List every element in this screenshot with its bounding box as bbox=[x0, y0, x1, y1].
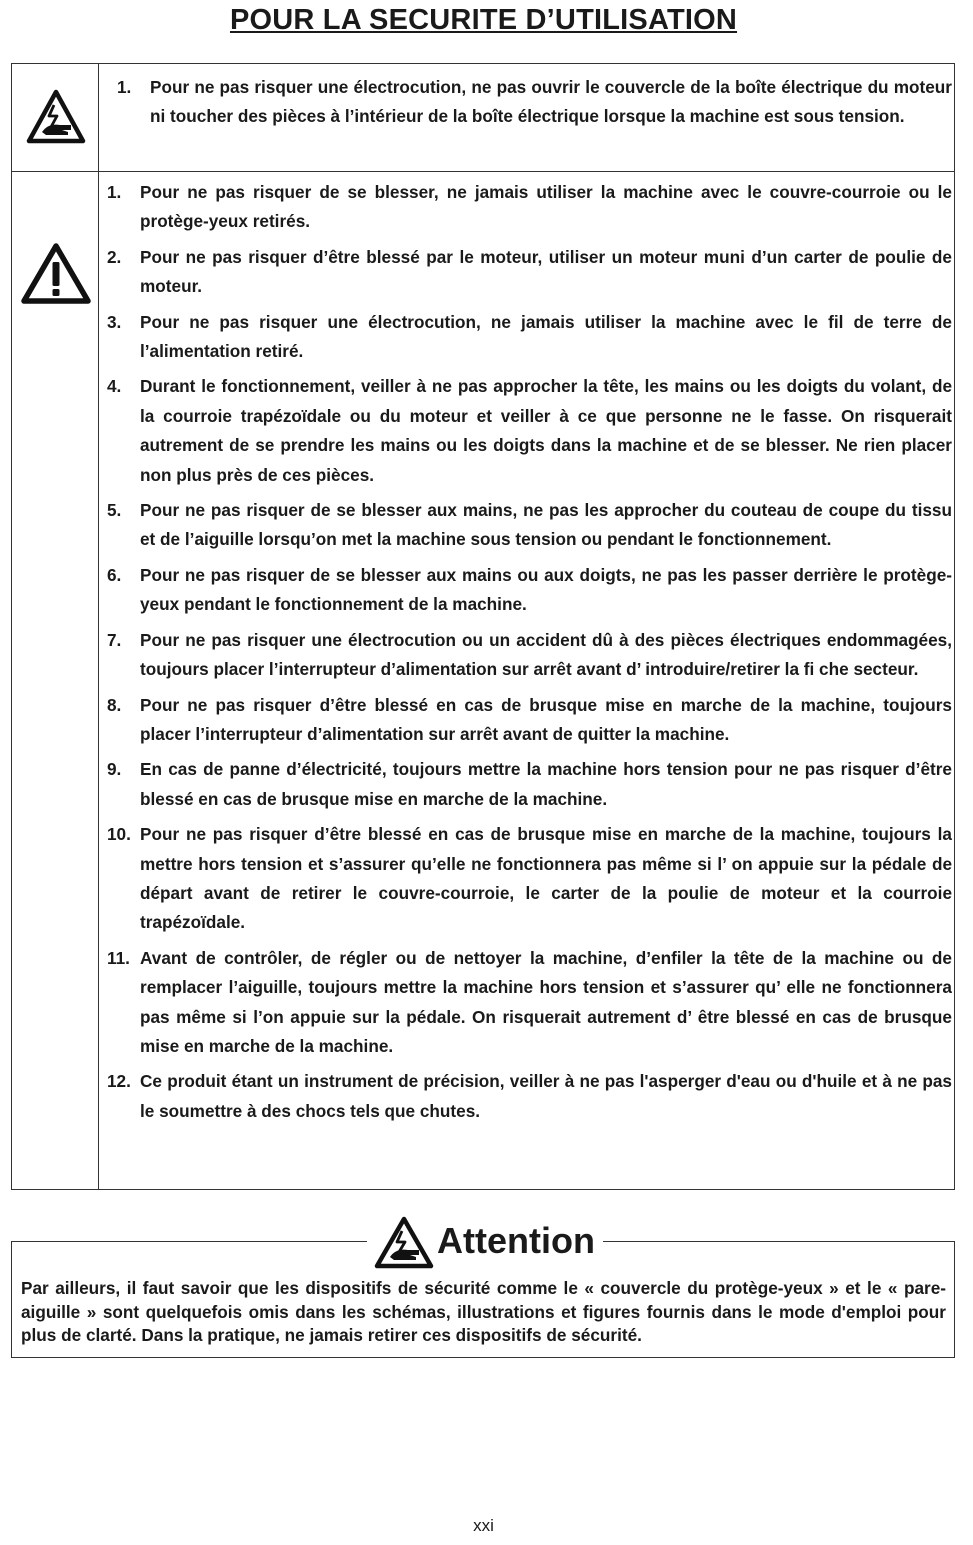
item-text: Durant le fonctionnement, veiller à ne pas approcher la tête, les mains ou les doigts du volant, de la courroie trapézoïdale ou du moteur et veiller à ce que personne ne le fasse. On risquerait autrement de se prendre les mains ou les doigts dans la machine et de se blesser. Ne rien placer non plus près de ces pièces. bbox=[140, 376, 952, 485]
item-text: Pour ne pas risquer d’être blessé par le moteur, utiliser un moteur muni d’un carter de poulie de moteur. bbox=[140, 246, 952, 297]
item-number: 12. bbox=[107, 1071, 131, 1092]
exclamation-warning-icon bbox=[20, 242, 92, 306]
item-number: 3. bbox=[107, 311, 122, 332]
list-item bbox=[107, 372, 952, 490]
list-item bbox=[107, 691, 952, 750]
list-item bbox=[107, 496, 952, 555]
item-number: 4. bbox=[107, 376, 122, 397]
item-text: Pour ne pas risquer de se blesser, ne jamais utiliser la machine avec le couvre-courroie ou le protège-yeux retirés. bbox=[140, 182, 952, 232]
row-divider bbox=[12, 171, 954, 172]
safety-table bbox=[11, 63, 955, 1190]
item-number: 8. bbox=[107, 694, 122, 715]
list-item bbox=[107, 626, 952, 685]
page-title: POUR LA SECURITE D’UTILISATION bbox=[229, 4, 738, 36]
item-number: 6. bbox=[107, 564, 122, 585]
item-number: 11. bbox=[107, 947, 130, 968]
box-border bbox=[11, 1241, 12, 1357]
electric-shock-warning-icon bbox=[26, 89, 86, 145]
item-text: En cas de panne d’électricité, toujours mettre la machine hors tension pour ne pas risquer d’être blessé en cas de brusque mise en marche de la machine. bbox=[140, 759, 952, 809]
list-item bbox=[117, 73, 952, 132]
item-text: Pour ne pas risquer une électrocution, ne jamais utiliser la machine avec le fil de terre de l’alimentation retiré. bbox=[140, 311, 952, 362]
item-number: 2. bbox=[107, 246, 122, 267]
item-text: Pour ne pas risquer une électrocution, ne pas ouvrir le couvercle de la boîte électrique du moteur ni toucher des pièces à l’intérieur de la boîte électrique lorsque la machine est sous tension. bbox=[150, 77, 952, 127]
item-text: Pour ne pas risquer de se blesser aux mains, ne pas les approcher du couteau de coupe du tissu et de l’aiguille lorsqu’on met la machine sous tension ou pendant le fonctionnement. bbox=[140, 500, 952, 550]
list-item bbox=[107, 178, 952, 237]
item-number: 1. bbox=[117, 77, 132, 97]
attention-text: Par ailleurs, il faut savoir que les dispositifs de sécurité comme le « couvercle du protège-yeux » et le « pare-aiguille » sont quelquefois omis dans les schémas, illustrations et figures fournis dans le mode d'emploi pour plus de clarté. Dans la pratique, ne jamais retirer ces dispositifs de sécurité. bbox=[21, 1278, 946, 1345]
item-number: 1. bbox=[107, 182, 122, 202]
list-item bbox=[107, 1067, 952, 1126]
list-item bbox=[107, 755, 952, 814]
attention-box bbox=[11, 1241, 955, 1358]
caution-list bbox=[107, 178, 952, 1126]
list-item bbox=[107, 308, 952, 367]
attention-heading: Attention bbox=[437, 1220, 595, 1261]
column-divider bbox=[98, 64, 99, 1189]
item-text: Ce produit étant un instrument de précision, veiller à ne pas l'asperger d'eau ou d'huile et à ne pas le soumettre à des chocs tels que chutes. bbox=[140, 1071, 952, 1121]
item-text: Avant de contrôler, de régler ou de nettoyer la machine, d’enfiler la tête de la machine ou de remplacer l’aiguille, toujours mettre la machine hors tension et s’assurer qu’ elle ne fonctionnera pas même si l’on appuie sur la pédale. On risquerait autrement d’ être blessé en cas de brusque mise en marche de la machine. bbox=[140, 947, 952, 1056]
item-number: 7. bbox=[107, 629, 122, 650]
item-number: 5. bbox=[107, 500, 122, 521]
item-number: 10. bbox=[107, 824, 131, 845]
item-text: Pour ne pas risquer d’être blessé en cas de brusque mise en marche de la machine, toujours placer l’interrupteur d’alimentation sur arrêt avant de quitter la machine. bbox=[140, 694, 952, 744]
list-item bbox=[107, 944, 952, 1062]
list-item bbox=[107, 820, 952, 938]
item-text: Pour ne pas risquer de se blesser aux mains ou aux doigts, ne pas les passer derrière le protège-yeux pendant le fonctionnement de la machine. bbox=[140, 564, 952, 615]
list-item bbox=[107, 561, 952, 620]
item-number: 9. bbox=[107, 759, 122, 780]
page-number: xxi bbox=[473, 1516, 494, 1535]
danger-list bbox=[117, 73, 952, 132]
item-text: Pour ne pas risquer d’être blessé en cas de brusque mise en marche de la machine, toujours la mettre hors tension et s’assurer qu’elle ne fonctionnera pas même si l’ on appuie sur la pédale de départ avant de retirer le couvre-courroie, le carter de la poulie de moteur et la courroie trapézoïdale. bbox=[140, 824, 952, 933]
item-text: Pour ne pas risquer une électrocution ou un accident dû à des pièces électriques endommagées, toujours placer l’interrupteur d’alimentation sur arrêt avant d’ introduire/retirer la fi che secteur. bbox=[140, 629, 952, 680]
list-item bbox=[107, 243, 952, 302]
